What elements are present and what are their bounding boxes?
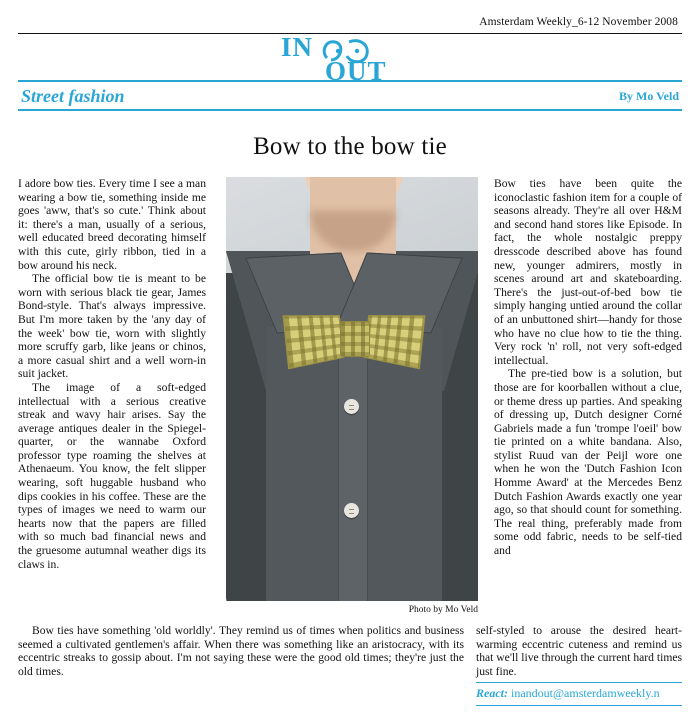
shirt-button bbox=[344, 503, 359, 518]
section-bar bbox=[18, 80, 682, 111]
shirt-placket bbox=[338, 327, 368, 601]
paragraph: Bow ties have something 'old worldly'. They remind us of times when politics and business seemed a cultivated gentlemen's affair. When there was something like an aristocracy, with its eccentric streaks to gossip about. I'm not saying these were the good old times; they're just the old times. bbox=[18, 624, 464, 678]
shirt-button bbox=[344, 399, 359, 414]
react-email-link[interactable]: inandout@amsterdamweekly.n bbox=[511, 686, 660, 700]
paragraph: The pre-tied bow is a solution, but those are for koorballen without a clue, or theme dress up parties. And speaking of dressing up, Dutch designer Corné Gabriels made a fun 'trompe l'oeil' bow tie printed on a white bandana. Also, stylist Ruud van der Peijl wore one when he won the 'Dutch Fashion Icon Homme Award' at the Mercedes Benz Dutch Fashion Awards exactly one year ago, so that should count for something. The real thing, preferably made from some odd fabric, needs to be self-tied and bbox=[494, 367, 682, 558]
react-label: React: bbox=[476, 686, 508, 700]
bottom-right-text bbox=[476, 624, 682, 678]
column-left bbox=[18, 177, 206, 571]
column-right bbox=[494, 177, 682, 558]
photo-caption: Photo by Mo Veld bbox=[408, 605, 478, 615]
section-title: Street fashion bbox=[21, 86, 125, 106]
issue-line: Amsterdam Weekly_6-12 November 2008 bbox=[479, 16, 678, 28]
bow-tie bbox=[288, 313, 420, 365]
logo-word-out: OUT bbox=[325, 56, 387, 86]
photo-block bbox=[226, 177, 478, 615]
logo-word-in: IN bbox=[281, 32, 314, 62]
article-photo bbox=[226, 177, 478, 601]
paragraph: I adore bow ties. Every time I see a man wearing a bow tie, something inside me goes 'aww, that's so cute.' Think about it: there's a man, usually of a serious, well educated breed decorating himself with this cute, girly ribbon, tied in a bow around his neck. bbox=[18, 177, 206, 272]
paragraph: The official bow tie is meant to be worn with serious black tie gear, James Bond-style. That's always impressive. But I'm more taken by the 'any day of the week' bow tie, worn with slightly more scruffy garb, like jeans or chinos, a more casual shirt and a well worn-in suit jacket. bbox=[18, 272, 206, 381]
page-title: Bow to the bow tie bbox=[253, 133, 447, 160]
bow-wing-left bbox=[282, 315, 344, 369]
bow-knot bbox=[340, 321, 370, 357]
bottom-left-text bbox=[18, 624, 464, 678]
paragraph: Bow ties have been quite the iconoclastic fashion item for a couple of seasons already. They're all over H&M and second hand stores like Episode. In fact, the whole nostalgic preppy dresscode described above has found new, younger admirers, mostly in scenes around art and skateboarding. There's the just-out-of-bed bow tie simply hanging untied around the collar of an unbuttoned shirt—handy for those who have no clue how to tie the thing. Very rock 'n' roll, not very soft-edged intellectual. bbox=[494, 177, 682, 367]
article-columns bbox=[18, 177, 682, 677]
bow-wing-right bbox=[364, 315, 426, 369]
paragraph: self-styled to arouse the desired heart-warming eccentric cuteness and remind us that we'll live through the current hard times just fine. bbox=[476, 624, 682, 678]
author-byline: By Mo Veld bbox=[618, 89, 679, 103]
paragraph: The image of a soft-edged intellectual with a serious creative streak and wavy hair arises. Say the average antiques dealer in the Spiegel-quarter, or the wannabe Oxford professor type roaming the shelves at Athenaeum. You know, the felt slipper wearing, soft huggable husband who dips cookies in his coffee. These are the types of images we need to warm our hearts now that the papers are filled with so much bad financial news and the gruesome autumnal weather digs its claws in. bbox=[18, 380, 206, 571]
react-bar bbox=[476, 682, 682, 706]
in-out-logo bbox=[18, 32, 682, 86]
